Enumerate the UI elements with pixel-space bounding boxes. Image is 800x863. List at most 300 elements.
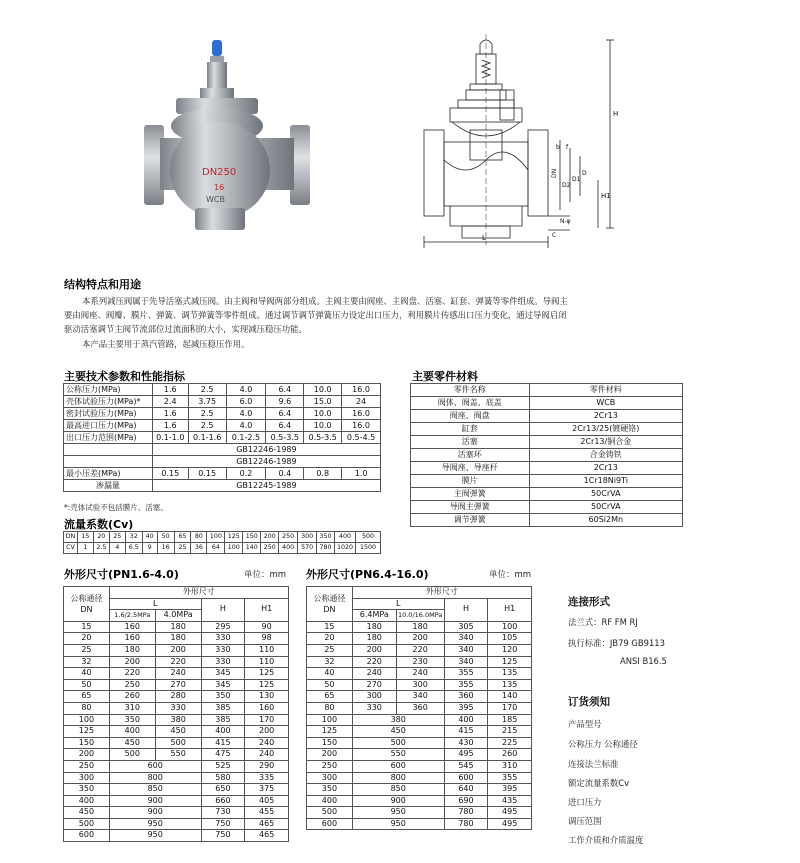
dim2-cell: 270	[352, 679, 396, 691]
tech-cell: 2.4	[152, 396, 188, 408]
order-title: 订货须知	[568, 696, 610, 708]
dim1-cell: 850	[109, 784, 201, 796]
tech-cell: 15.0	[304, 396, 342, 408]
dim2-cell: 65	[307, 691, 353, 703]
parts-row	[411, 501, 683, 514]
flow-cv-cell: 140	[243, 543, 261, 554]
dim1-cell: 525	[201, 760, 245, 772]
dim2-row	[307, 818, 532, 830]
dim2-header-row	[307, 587, 532, 599]
parts-cell: 活塞环	[411, 449, 530, 462]
dim1-cell: 950	[109, 818, 201, 830]
dim1-cell: 345	[201, 679, 245, 691]
dim1-row	[64, 633, 289, 645]
dim2-table	[306, 586, 532, 830]
tech-cell: 10.0	[304, 420, 342, 432]
tech-cell: 出口压力范围(MPa)	[64, 432, 153, 444]
tech-std-cell: GB12245-1989	[152, 480, 380, 492]
dim2-cell: 300	[307, 772, 353, 784]
dim2-cell: 230	[396, 656, 444, 668]
dim1-cell: 180	[155, 633, 201, 645]
dim2-cell: 400	[444, 714, 488, 726]
tech-row	[64, 468, 381, 480]
dim2-header-outer: 外形尺寸	[352, 587, 531, 599]
dim1-row	[64, 760, 289, 772]
dim1-header-p1: 1.6/2.5MPa	[109, 610, 155, 622]
dim1-cell: 125	[245, 668, 289, 680]
dim2-row	[307, 807, 532, 819]
flow-cv-cell: 1500	[355, 543, 380, 554]
drawing-label-n: N-φ	[560, 218, 571, 225]
tech-cell	[64, 456, 153, 468]
dim1-cell: 180	[109, 644, 155, 656]
flow-cv-cell: 780	[317, 543, 335, 554]
dim1-cell: 295	[201, 621, 245, 633]
parts-cell: 阀体、阀盖、底盖	[411, 397, 530, 410]
dim2-cell: 550	[352, 749, 444, 761]
dim1-cell: 160	[109, 621, 155, 633]
tech-cell: 6.4	[266, 384, 304, 396]
dim1-cell: 660	[201, 795, 245, 807]
dim1-row	[64, 807, 289, 819]
dim1-header-nominal	[64, 587, 110, 622]
dim1-cell: 380	[155, 714, 201, 726]
dim1-cell: 330	[201, 633, 245, 645]
tech-cell: 4.0	[226, 408, 266, 420]
parts-table	[410, 383, 683, 527]
tech-cell: 0.15	[152, 468, 188, 480]
dim2-row	[307, 749, 532, 761]
parts-cell: 60Si2Mn	[529, 514, 682, 527]
flow-dn-cell: 500	[355, 532, 380, 543]
drawing-label-d2: D2	[562, 182, 571, 189]
order-item: 公称压力 公称通径	[568, 739, 638, 749]
dim1-cell: 220	[109, 668, 155, 680]
parts-header-row	[411, 384, 683, 397]
dim1-header-h1: H1	[245, 598, 289, 621]
dim2-cell: 500	[307, 807, 353, 819]
dim1-cell: 160	[109, 633, 155, 645]
parts-cell: 2Cr13	[529, 410, 682, 423]
tech-row	[64, 396, 381, 408]
dim2-cell: 180	[352, 633, 396, 645]
tech-cell: 1.0	[342, 468, 381, 480]
dim2-cell: 500	[352, 737, 444, 749]
dim1-cell: 750	[201, 818, 245, 830]
flow-cv-cell: 64	[207, 543, 225, 554]
dim1-row	[64, 656, 289, 668]
tech-cell: 0.8	[304, 468, 342, 480]
dim2-cell: 330	[352, 702, 396, 714]
dim1-cell: 415	[201, 737, 245, 749]
dim1-cell: 100	[64, 714, 110, 726]
dim2-header-h: H	[444, 598, 488, 621]
dim1-cell: 250	[64, 760, 110, 772]
dim1-row	[64, 726, 289, 738]
dim1-row	[64, 749, 289, 761]
dim1-header-h: H	[201, 598, 245, 621]
tech-row	[64, 384, 381, 396]
dim2-cell: 125	[307, 726, 353, 738]
parts-cell: 2Cr13	[529, 462, 682, 475]
dim1-cell: 25	[64, 644, 110, 656]
dim2-header-p2: 10.0/16.0MPa	[396, 610, 444, 622]
dim2-row	[307, 656, 532, 668]
dim2-title: 外形尺寸(PN6.4-16.0)	[306, 568, 429, 581]
dim1-row	[64, 818, 289, 830]
dim1-row	[64, 679, 289, 691]
tech-cell: 壳体试验压力(MPa)*	[64, 396, 153, 408]
parts-cell: 2Cr13/铜合金	[529, 436, 682, 449]
dim1-cell: 350	[109, 714, 155, 726]
dim2-cell: 180	[352, 621, 396, 633]
dim2-row	[307, 772, 532, 784]
dim1-cell: 400	[201, 726, 245, 738]
dim2-cell: 150	[307, 737, 353, 749]
dim2-row	[307, 621, 532, 633]
dim1-cell: 600	[64, 830, 110, 842]
flow-cv-cell: 1020	[335, 543, 356, 554]
dim2-cell: 340	[396, 691, 444, 703]
flow-cv-cell: 570	[298, 543, 317, 554]
flow-cv-cell: 16	[157, 543, 174, 554]
tech-cell: 9.6	[266, 396, 304, 408]
features-title: 结构特点和用途	[64, 278, 141, 291]
dim1-cell: 400	[64, 795, 110, 807]
dim2-cell: 545	[444, 760, 488, 772]
dim1-cell: 350	[64, 784, 110, 796]
tech-cell	[64, 444, 153, 456]
parts-row	[411, 423, 683, 436]
tech-cell: 6.4	[266, 420, 304, 432]
dim1-row	[64, 621, 289, 633]
dim1-cell: 65	[64, 691, 110, 703]
dim1-cell: 15	[64, 621, 110, 633]
dim1-row	[64, 668, 289, 680]
flow-cv-cell: 6.5	[125, 543, 142, 554]
tech-cell: 16.0	[342, 384, 381, 396]
parts-cell: 缸套	[411, 423, 530, 436]
dim1-cell: 180	[155, 621, 201, 633]
dim2-header-dn: DN	[323, 604, 336, 614]
dim2-cell: 185	[488, 714, 532, 726]
dim1-cell: 300	[64, 772, 110, 784]
dim1-cell: 240	[245, 749, 289, 761]
dim2-row	[307, 668, 532, 680]
dim2-cell: 495	[488, 807, 532, 819]
dim2-cell: 395	[444, 702, 488, 714]
flow-cv-row	[64, 543, 381, 554]
flow-cv-cell: 2.5	[93, 543, 109, 554]
parts-title: 主要零件材料	[412, 370, 478, 383]
dim1-cell: 800	[109, 772, 201, 784]
dim1-cell: 20	[64, 633, 110, 645]
tech-cell: 最小压差(MPa)	[64, 468, 153, 480]
flow-cv-cell: 4	[109, 543, 125, 554]
order-item: 额定流量系数Cv	[568, 778, 630, 788]
dim2-cell: 300	[352, 691, 396, 703]
dim2-cell: 220	[352, 656, 396, 668]
flow-cv-cell: 1	[77, 543, 93, 554]
tech-std-cell: GB12246-1989	[152, 444, 380, 456]
tech-cell: 0.1-1.0	[152, 432, 188, 444]
dim2-cell: 20	[307, 633, 353, 645]
tech-row	[64, 456, 381, 468]
dim1-unit: 单位：mm	[244, 570, 287, 580]
dim2-cell: 355	[488, 772, 532, 784]
drawing-label-d1: D1	[572, 176, 581, 183]
dim2-cell: 400	[307, 795, 353, 807]
dim1-cell: 335	[245, 772, 289, 784]
features-paragraph-4: 本产品主要用于蒸汽管路，起减压稳压作用。	[82, 339, 250, 349]
dim1-header-outer: 外形尺寸	[109, 587, 288, 599]
dim1-cell: 40	[64, 668, 110, 680]
dim1-row	[64, 784, 289, 796]
flow-dn-row	[64, 532, 381, 543]
dim2-cell: 120	[488, 644, 532, 656]
parts-header-cell: 零件材料	[529, 384, 682, 397]
dim1-cell: 110	[245, 656, 289, 668]
dim2-cell: 40	[307, 668, 353, 680]
flow-dn-cell: 50	[157, 532, 174, 543]
flow-dn-cell: 100	[207, 532, 225, 543]
dim2-header-l: L	[352, 598, 444, 610]
flow-dn-cell: 125	[225, 532, 243, 543]
dim2-cell: 240	[396, 668, 444, 680]
flow-dn-cell: 20	[93, 532, 109, 543]
dim2-row	[307, 726, 532, 738]
tech-cell: 16.0	[342, 420, 381, 432]
tech-cell: 2.5	[188, 384, 226, 396]
dim1-row	[64, 714, 289, 726]
parts-row	[411, 462, 683, 475]
valve-photo	[140, 30, 315, 260]
dim2-cell: 305	[444, 621, 488, 633]
tech-cell: 1.6	[152, 384, 188, 396]
flow-dn-cell: 25	[109, 532, 125, 543]
tech-title: 主要技术参数和性能指标	[64, 370, 185, 383]
tech-cell: 4.0	[226, 384, 266, 396]
features-paragraph-1: 本系列减压阀属于先导活塞式减压阀。由主阀和导阀两部分组成。主阀主要由阀座、主阀盘、活塞、缸套、弹簧等零件组成。导阀主	[82, 296, 568, 306]
dim1-header-p2: 4.0MPa	[155, 610, 201, 622]
parts-cell: 膜片	[411, 475, 530, 488]
dim1-cell: 330	[201, 644, 245, 656]
dim2-cell: 495	[444, 749, 488, 761]
drawing-label-dn: DN	[551, 168, 559, 179]
flow-dn-cell: 32	[125, 532, 142, 543]
dim2-unit: 单位：mm	[489, 570, 532, 580]
dim2-row	[307, 702, 532, 714]
dim1-cell: 90	[245, 621, 289, 633]
parts-row	[411, 488, 683, 501]
dim2-row	[307, 691, 532, 703]
dim1-cell: 900	[109, 795, 201, 807]
dim1-cell: 750	[201, 830, 245, 842]
dim2-cell: 32	[307, 656, 353, 668]
connection-title: 连接形式	[568, 596, 610, 608]
tech-std-cell: GB12246-1989	[152, 456, 380, 468]
drawing-label-l: L	[482, 234, 486, 242]
dim1-cell: 50	[64, 679, 110, 691]
dim2-cell: 355	[444, 668, 488, 680]
dim2-cell: 200	[307, 749, 353, 761]
dim1-cell: 32	[64, 656, 110, 668]
photo-pn-text: 16	[214, 183, 225, 192]
dim1-cell: 330	[201, 656, 245, 668]
dim2-cell: 260	[488, 749, 532, 761]
dim1-cell: 150	[64, 737, 110, 749]
parts-cell: 导阀主弹簧	[411, 501, 530, 514]
dim2-cell: 380	[352, 714, 444, 726]
parts-cell: 阀座、阀盘	[411, 410, 530, 423]
parts-row	[411, 397, 683, 410]
parts-header-cell: 零件名称	[411, 384, 530, 397]
parts-cell: 2Cr13/25(镀硬铬)	[529, 423, 682, 436]
dim2-header-p1: 6.4MPa	[352, 610, 396, 622]
dim1-cell: 730	[201, 807, 245, 819]
parts-cell: WCB	[529, 397, 682, 410]
dim2-cell: 850	[352, 784, 444, 796]
dim2-cell: 600	[444, 772, 488, 784]
features-paragraph-3: 驱动活塞调节主阀节流部位过流面积的大小，实现减压稳压功能。	[64, 324, 307, 334]
order-item: 连接法兰标准	[568, 759, 619, 769]
flow-cv-cell: 25	[174, 543, 191, 554]
dim1-row	[64, 644, 289, 656]
dim1-cell: 385	[201, 714, 245, 726]
dim1-title: 外形尺寸(PN1.6-4.0)	[64, 568, 179, 581]
dim2-cell: 950	[352, 807, 444, 819]
dim1-row	[64, 691, 289, 703]
dim2-cell: 800	[352, 772, 444, 784]
dim2-cell: 600	[352, 760, 444, 772]
dim1-cell: 465	[245, 830, 289, 842]
dim1-header-dn: DN	[80, 604, 93, 614]
flow-dn-cell: 15	[77, 532, 93, 543]
tech-cell: 0.2	[226, 468, 266, 480]
dim1-cell: 125	[64, 726, 110, 738]
dim2-cell: 415	[444, 726, 488, 738]
tech-cell: 0.4	[266, 468, 304, 480]
flow-dn-cell: 400	[335, 532, 356, 543]
parts-row	[411, 410, 683, 423]
dim2-cell: 25	[307, 644, 353, 656]
parts-cell: 导阀座、导座杆	[411, 462, 530, 475]
dim1-cell: 330	[155, 702, 201, 714]
dim2-row	[307, 679, 532, 691]
dim2-cell: 100	[307, 714, 353, 726]
dim1-table	[63, 586, 289, 842]
dim2-cell: 15	[307, 621, 353, 633]
dim1-row	[64, 702, 289, 714]
dim2-cell: 360	[444, 691, 488, 703]
dim1-cell: 345	[201, 668, 245, 680]
dim1-cell: 240	[245, 737, 289, 749]
parts-row	[411, 475, 683, 488]
dim1-cell: 465	[245, 818, 289, 830]
order-item: 工作介质和介质温度	[568, 835, 644, 845]
dim1-header-row	[64, 587, 289, 599]
dim2-cell: 220	[396, 644, 444, 656]
valve-drawing	[410, 30, 640, 260]
tech-cell: 0.15	[188, 468, 226, 480]
dim1-cell: 270	[155, 679, 201, 691]
tech-cell: 24	[342, 396, 381, 408]
dim1-cell: 170	[245, 714, 289, 726]
flow-dn-cell: 300	[298, 532, 317, 543]
parts-cell: 50CrVA	[529, 501, 682, 514]
tech-cell: 6.4	[266, 408, 304, 420]
dim1-cell: 80	[64, 702, 110, 714]
dim2-cell: 340	[444, 644, 488, 656]
parts-row	[411, 514, 683, 527]
flow-cv-cell: 100	[225, 543, 243, 554]
dim2-row	[307, 760, 532, 772]
tech-cell: 渗漏量	[64, 480, 153, 492]
connection-standard: 执行标准：JB79 GB9113	[568, 638, 665, 648]
parts-cell: 主阀弹簧	[411, 488, 530, 501]
flow-table	[63, 531, 381, 554]
tech-cell: 16.0	[342, 408, 381, 420]
drawing-label-f: f	[566, 144, 569, 151]
dim1-cell: 310	[109, 702, 155, 714]
flow-dn-cell: 200	[261, 532, 279, 543]
dim2-cell: 430	[444, 737, 488, 749]
tech-note: *:壳体试验不包括膜片、活塞。	[64, 503, 168, 512]
dim2-row	[307, 644, 532, 656]
dim1-cell: 500	[109, 749, 155, 761]
tech-table	[63, 383, 381, 492]
dim1-cell: 290	[245, 760, 289, 772]
dim2-cell: 200	[396, 633, 444, 645]
flow-cv-cell: 400	[279, 543, 298, 554]
dim1-cell: 98	[245, 633, 289, 645]
dim2-cell: 600	[307, 818, 353, 830]
dim1-cell: 350	[201, 691, 245, 703]
connection-flange: 法兰式：RF FM RJ	[568, 617, 638, 627]
flow-cv-cell: 250	[261, 543, 279, 554]
dim2-row	[307, 714, 532, 726]
dim1-cell: 455	[245, 807, 289, 819]
tech-cell: 0.1-1.6	[188, 432, 226, 444]
flow-dn-cell: 150	[243, 532, 261, 543]
dim1-cell: 250	[109, 679, 155, 691]
dim1-header-l: L	[109, 598, 201, 610]
dim2-header-nominal-text: 公称通径	[313, 593, 346, 603]
dim1-cell: 260	[109, 691, 155, 703]
flow-dn-cell: 65	[174, 532, 191, 543]
tech-cell: 2.5	[188, 408, 226, 420]
tech-cell: 3.75	[188, 396, 226, 408]
tech-cell: 1.6	[152, 420, 188, 432]
tech-cell: 1.6	[152, 408, 188, 420]
flow-dn-cell: 80	[191, 532, 207, 543]
flow-cv-cell: 36	[191, 543, 207, 554]
dim2-cell: 340	[444, 656, 488, 668]
dim2-row	[307, 633, 532, 645]
dim1-row	[64, 830, 289, 842]
dim2-cell: 355	[444, 679, 488, 691]
dim1-header-nominal-text: 公称通径	[70, 593, 103, 603]
tech-cell: 2.5	[188, 420, 226, 432]
dim1-cell: 200	[109, 656, 155, 668]
dim1-row	[64, 772, 289, 784]
flow-dn-cell: 250	[279, 532, 298, 543]
dim2-header-nominal	[307, 587, 353, 622]
parts-cell: 活塞	[411, 436, 530, 449]
dim2-cell: 360	[396, 702, 444, 714]
dim2-cell: 780	[444, 807, 488, 819]
dim1-cell: 240	[155, 668, 201, 680]
